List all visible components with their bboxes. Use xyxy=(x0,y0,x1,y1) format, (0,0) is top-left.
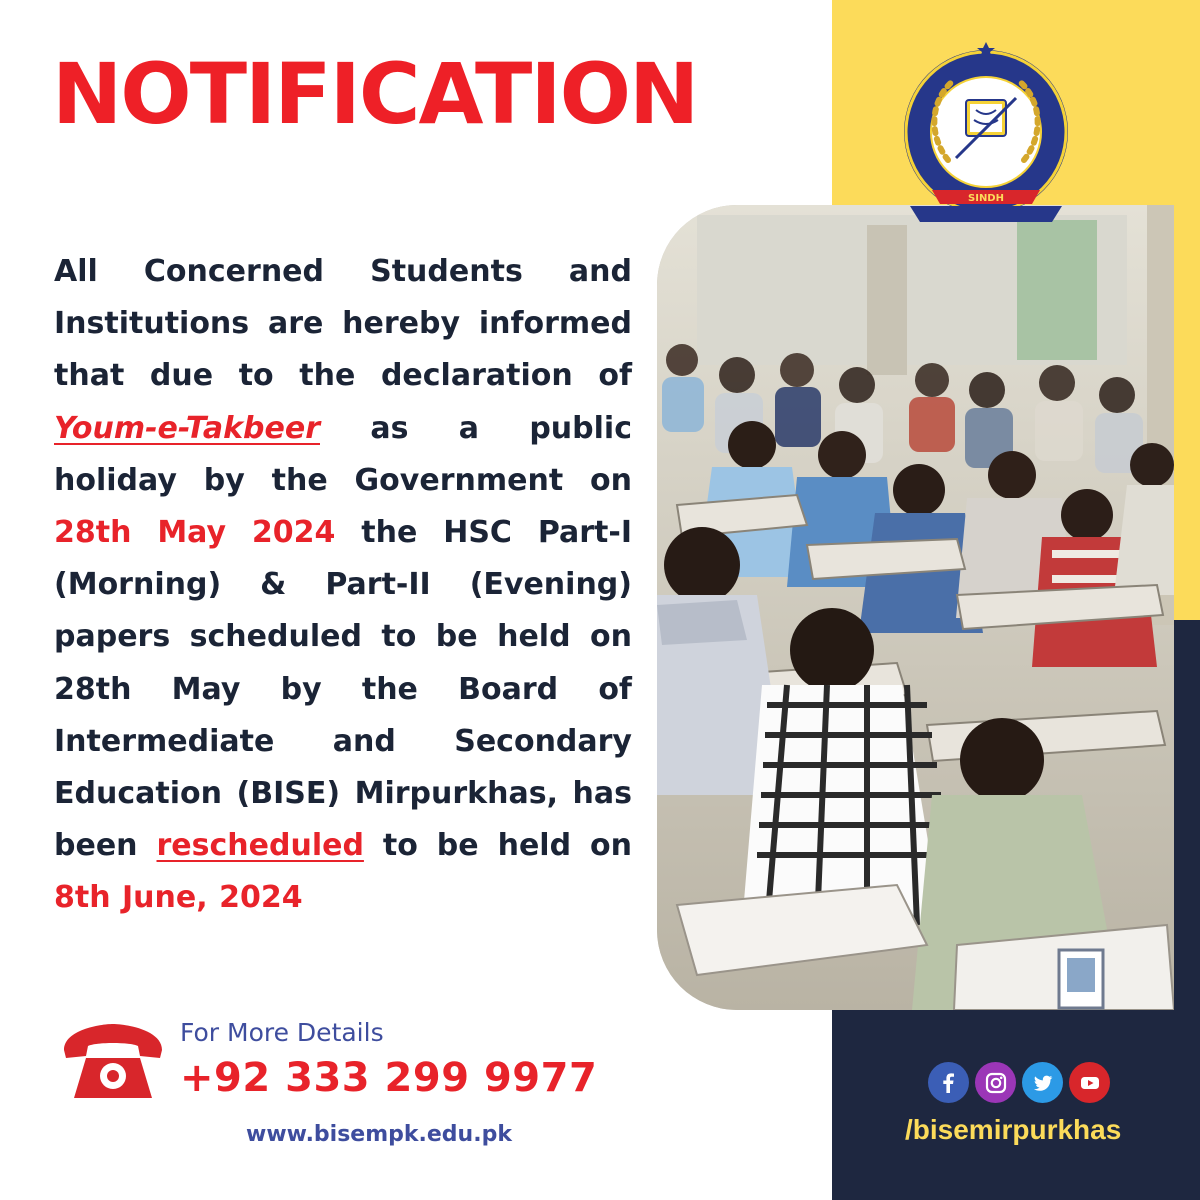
phone-icon xyxy=(60,1022,166,1100)
notice-text: as a public holiday by the Government on xyxy=(54,410,632,498)
social-handle[interactable]: /bisemirpurkhas xyxy=(905,1114,1122,1145)
notice-text: All Concerned Students and Institutions are hereby informed that due to the declaration of xyxy=(54,254,632,394)
logo-province: SINDH xyxy=(968,193,1004,204)
notice-text: to be held on xyxy=(363,828,632,864)
youtube-icon[interactable] xyxy=(1069,1062,1110,1103)
notice-text: the HSC Part-I (Morning) & Part-II (Evening) papers scheduled to be held on 28th May by the Board of Intermediate and Secondary Education (BISE) Mirpurkhas, has been xyxy=(54,515,632,864)
social-icons xyxy=(928,1062,1110,1103)
facebook-icon[interactable] xyxy=(928,1062,969,1103)
page-title: NOTIFICATION xyxy=(52,45,698,143)
holiday-name: Youm-e-Takbeer xyxy=(54,410,320,446)
exam-hall-photo xyxy=(657,205,1174,1010)
status-word: rescheduled xyxy=(156,828,364,864)
board-logo xyxy=(886,40,1086,230)
twitter-icon[interactable] xyxy=(1022,1062,1063,1103)
contact-phone[interactable]: +92 333 299 9977 xyxy=(180,1055,598,1101)
website-link[interactable]: www.bisempk.edu.pk xyxy=(246,1122,512,1147)
contact-label: For More Details xyxy=(180,1018,384,1047)
original-date: 28th May 2024 xyxy=(54,515,336,551)
instagram-icon[interactable] xyxy=(975,1062,1016,1103)
notice-body xyxy=(54,246,632,925)
new-date: 8th June, 2024 xyxy=(54,880,303,916)
